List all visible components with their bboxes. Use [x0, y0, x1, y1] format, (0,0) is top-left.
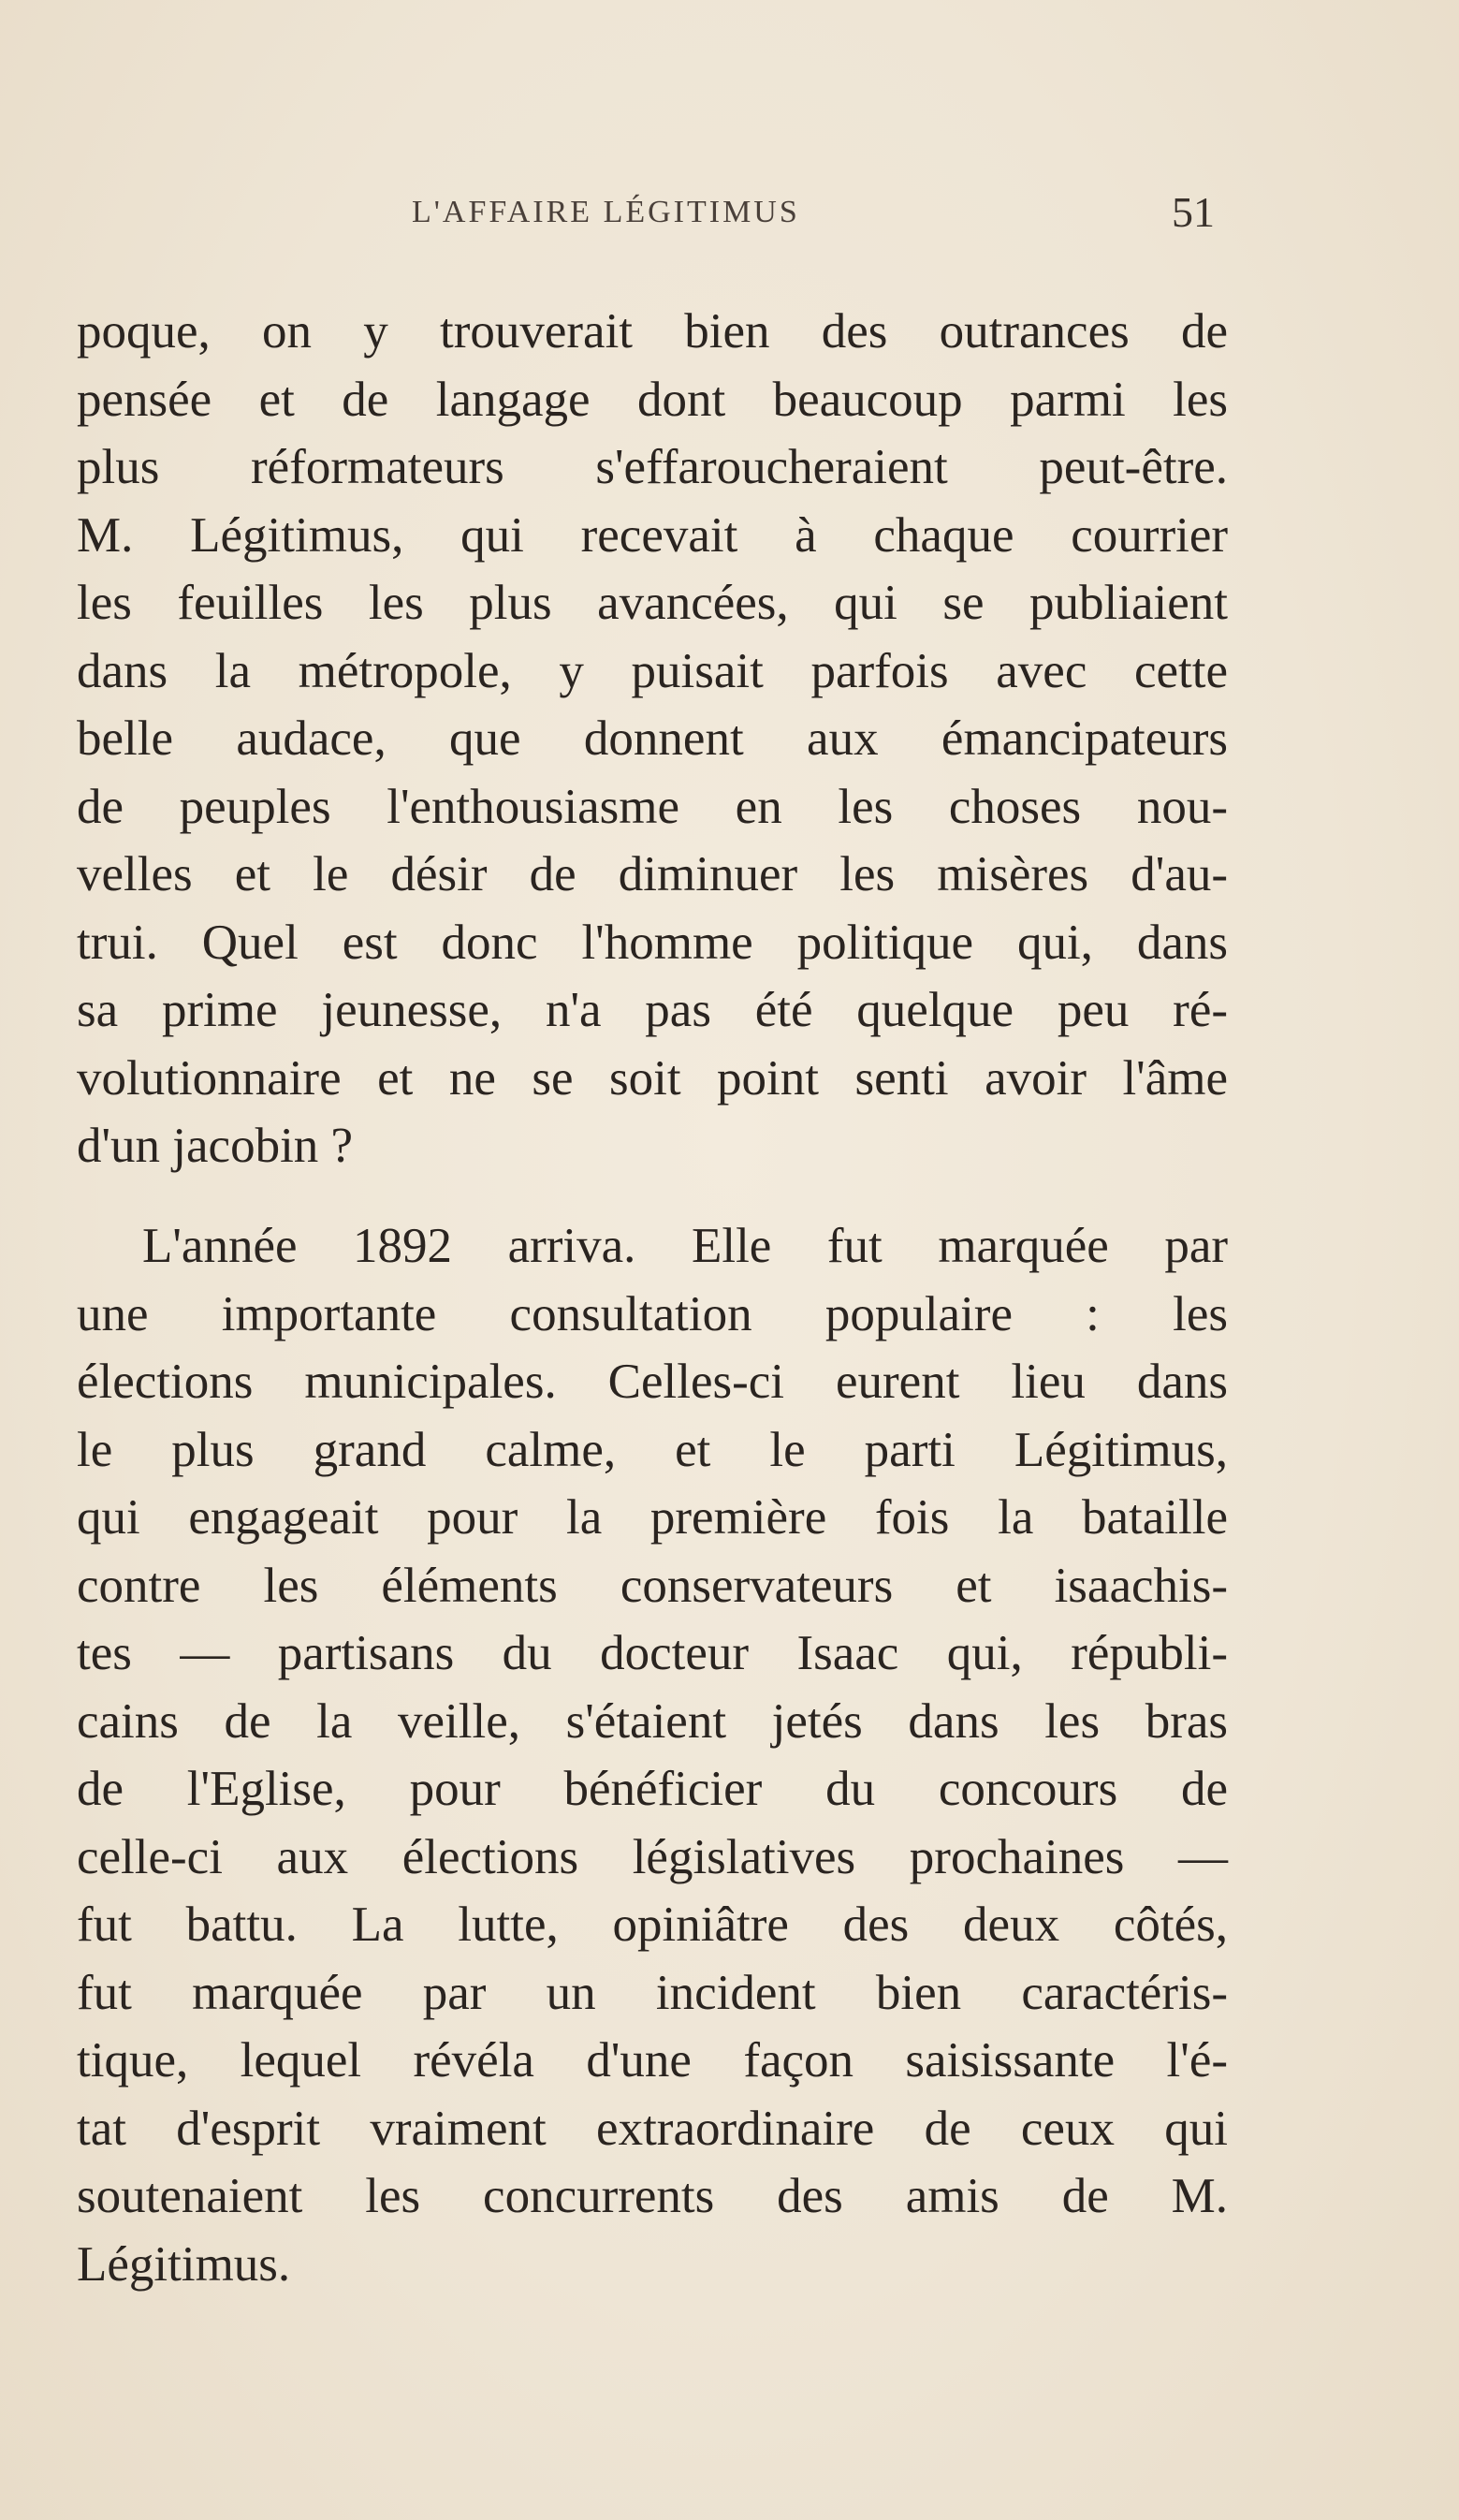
text-line: de peuples l'enthousiasme en les choses nou-: [77, 779, 1228, 834]
text-line: fut battu. La lutte, opiniâtre des deux côtés,: [77, 1897, 1228, 1952]
text-line: M. Légitimus, qui recevait à chaque courrier: [77, 507, 1228, 563]
text-line: élections municipales. Celles-ci eurent lieu dans: [77, 1355, 1228, 1409]
text-line: les feuilles les plus avancées, qui se publiaient: [77, 576, 1228, 630]
text-line: sa prime jeunesse, n'a pas été quelque peu ré-: [77, 983, 1228, 1037]
text-line: poque, on y trouverait bien des outrances de: [77, 304, 1228, 359]
text-line: tat d'esprit vraiment extraordinaire de ceux qui: [77, 2101, 1228, 2156]
text-line: dans la métropole, y puisait parfois avec cette: [77, 643, 1228, 698]
text-line: qui engageait pour la première fois la bataille: [77, 1490, 1228, 1545]
text-line: fut marquée par un incident bien caractéris-: [77, 1965, 1228, 2020]
paragraph-1: [77, 298, 1228, 1180]
text-line: plus réformateurs s'effaroucheraient peut-être.: [77, 440, 1228, 494]
text-line: de l'Eglise, pour bénéficier du concours de: [77, 1762, 1228, 1816]
text-line: contre les éléments conservateurs et isaachis-: [77, 1558, 1228, 1613]
text-line: belle audace, que donnent aux émancipateurs: [77, 711, 1228, 766]
text-line: trui. Quel est donc l'homme politique qui, dans: [77, 915, 1228, 970]
paragraph-2: [77, 1212, 1228, 2298]
text-line: soutenaient les concurrents des amis de M.: [77, 2169, 1228, 2223]
text-line: volutionnaire et ne se soit point senti avoir l'âme: [77, 1050, 1228, 1106]
text-line: pensée et de langage dont beaucoup parmi les: [77, 372, 1228, 427]
text-line: L'année 1892 arriva. Elle fut marquée par: [142, 1219, 1228, 1273]
page-number: 51: [1172, 188, 1215, 236]
text-line: le plus grand calme, et le parti Légitimus,: [77, 1422, 1228, 1477]
running-head: L'AFFAIRE LÉGITIMUS: [412, 195, 800, 229]
text-line: tique, lequel révéla d'une façon saisissante l'é-: [77, 2033, 1228, 2088]
text-line: d'un jacobin ?: [77, 1119, 354, 1173]
text-line: une importante consultation populaire : les: [77, 1286, 1228, 1341]
text-line: celle-ci aux élections législatives prochaines —: [77, 1829, 1228, 1884]
text-line: Légitimus.: [77, 2236, 291, 2292]
text-line: tes — partisans du docteur Isaac qui, républi-: [77, 1626, 1228, 1680]
text-line: velles et le désir de diminuer les misères d'au-: [77, 847, 1228, 901]
text-line: cains de la veille, s'étaient jetés dans les bras: [77, 1693, 1228, 1749]
